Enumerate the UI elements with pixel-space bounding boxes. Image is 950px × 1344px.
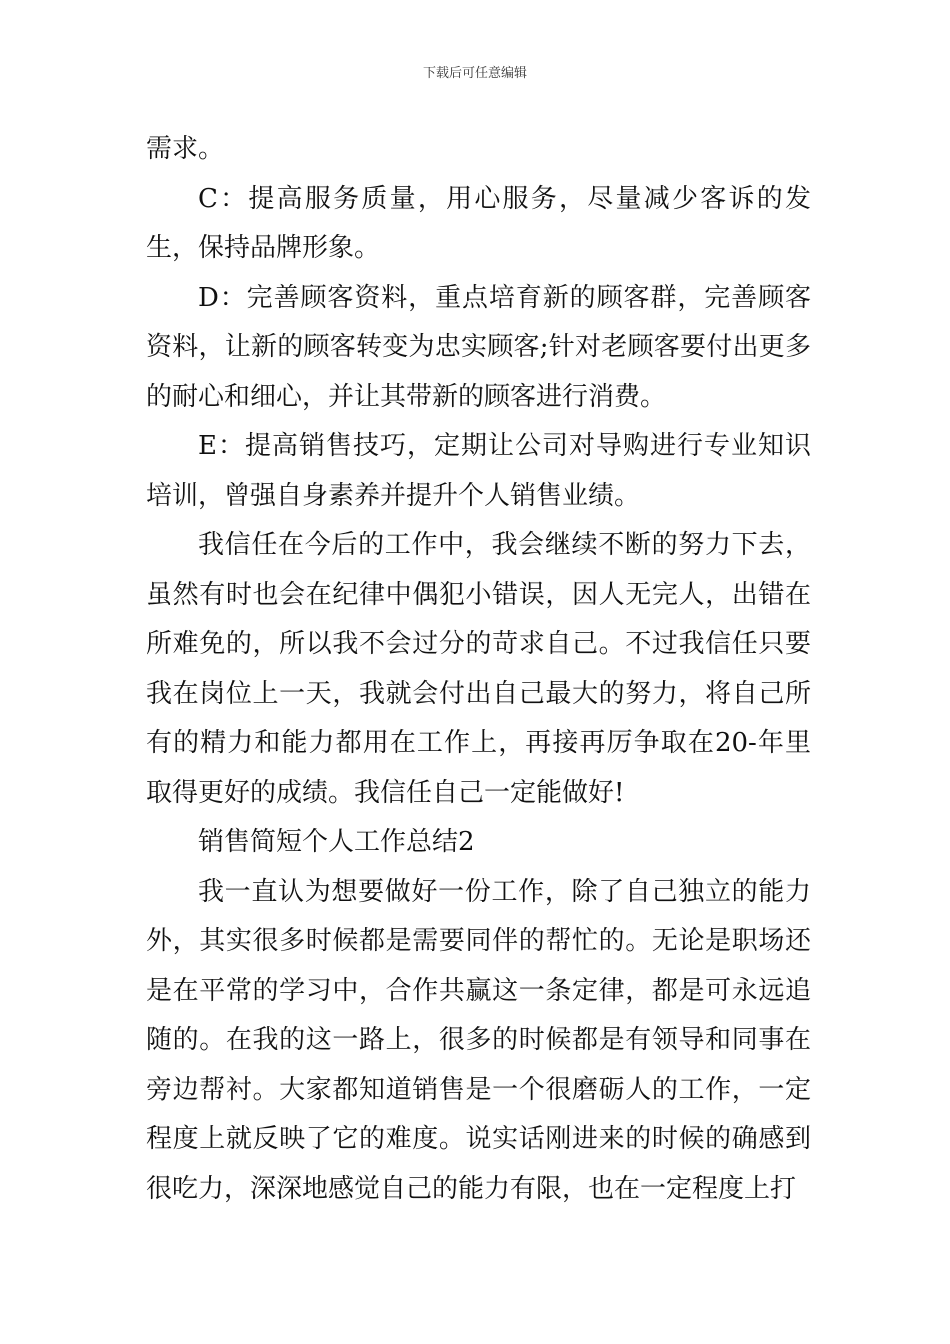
- paragraph-conclusion: 我信任在今后的工作中，我会继续不断的努力下去，虽然有时也会在纪律中偶犯小错误，因人无完人，出错在所难免的，所以我不会过分的苛求自己。不过我信任只要我在岗位上一天，我就会付出自己最大的努力，将自己所有的精力和能力都用在工作上，再接再厉争取在20-年里取得更好的成绩。我信任自己一定能做好!: [146, 530, 811, 808]
- paragraph-item-c: C：提高服务质量，用心服务，尽量减少客诉的发生，保持品牌形象。: [146, 183, 811, 263]
- section-title: 销售简短个人工作总结2: [198, 827, 475, 857]
- paragraph-section-body: 我一直认为想要做好一份工作，除了自己独立的能力外，其实很多时候都是需要同伴的帮忙的。无论是职场还是在平常的学习中，合作共赢这一条定律，都是可永远追随的。在我的这一路上，很多的时候都是有领导和同事在旁边帮衬。大家都知道销售是一个很磨砺人的工作，一定程度上就反映了它的难度。说实话刚进来的时候的确感到很吃力，深深地感觉自己的能力有限，也在一定程度上打: [146, 876, 811, 1204]
- page-header: 下载后可任意编辑: [422, 66, 527, 81]
- document-body: [146, 125, 811, 1214]
- paragraph-item-e: E：提高销售技巧，定期让公司对导购进行专业知识培训，曾强自身素养并提升个人销售业绩。: [146, 431, 811, 511]
- paragraph-continuation: 需求。: [146, 134, 225, 164]
- paragraph-item-d: D：完善顾客资料，重点培育新的顾客群，完善顾客资料，让新的顾客转变为忠实顾客;针对老顾客要付出更多的耐心和细心，并让其带新的顾客进行消费。: [146, 282, 811, 412]
